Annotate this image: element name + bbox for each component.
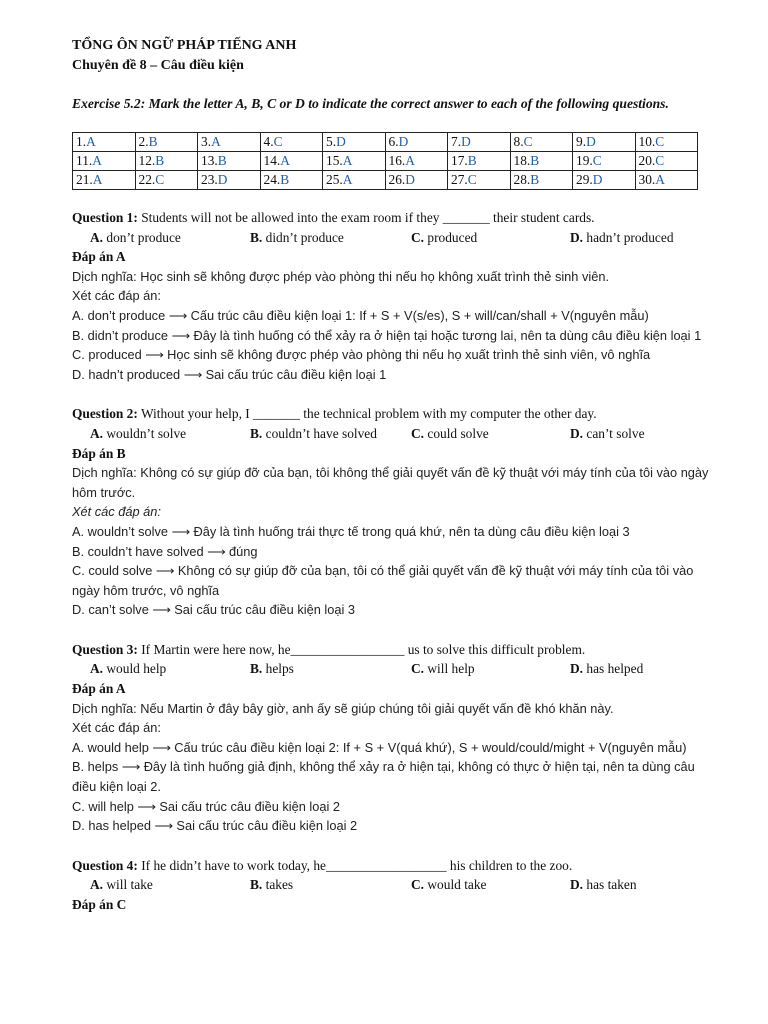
answer-key-letter: B <box>280 172 290 187</box>
answer-option <box>90 875 250 895</box>
answer-key-cell: 6.D <box>385 133 448 152</box>
option-letter: B. <box>250 229 263 245</box>
answer-key-number: 25 <box>326 172 340 187</box>
explanation-line: B. didn’t produce ⟶ Đây là tình huống có thể xảy ra ở hiện tại hoặc tương lai, nên ta dùng câu điều kiện loại 1 <box>72 327 702 343</box>
answer-option <box>570 659 643 679</box>
explanation-line: D. can’t solve ⟶ Sai cấu trúc câu điều kiện loại 3 <box>72 602 355 618</box>
answer-key-cell: 24.B <box>260 171 323 190</box>
answer-key-number: 1 <box>76 134 83 149</box>
answer-key-cell: 17.B <box>448 152 511 171</box>
answer-option <box>411 228 570 248</box>
answer-key-number: 6 <box>388 134 396 149</box>
option-text: didn’t produce <box>262 229 344 245</box>
answer-key-row <box>73 152 698 171</box>
option-letter: C. <box>411 661 425 677</box>
answer-key-letter: D <box>461 134 471 149</box>
option-letter: B. <box>250 877 263 893</box>
option-text: produced <box>424 229 478 245</box>
answer-key-number: 23 <box>201 172 215 187</box>
option-text: has taken <box>583 877 637 893</box>
question-text: If Martin were here now, he_________________ us to solve this difficult problem. <box>137 641 586 657</box>
correct-answer: Đáp án A <box>72 249 126 265</box>
question-stem <box>72 404 712 424</box>
question-text: Without your help, I _______ the technical problem with my computer the other day. <box>137 406 597 422</box>
answer-option <box>411 659 570 679</box>
option-letter: C. <box>411 229 425 245</box>
question-stem <box>72 856 712 876</box>
question-block <box>72 640 712 836</box>
answer-key-number: 29 <box>576 172 590 187</box>
answer-option <box>250 659 411 679</box>
question-stem <box>72 640 712 660</box>
option-text: could solve <box>424 425 489 441</box>
answer-key-cell: 23.D <box>198 171 261 190</box>
explanation-line: Dịch nghĩa: Không có sự giúp đỡ của bạn, tôi không thể giải quyết vấn đề kỹ thuật với máy tính của tôi vào ngày hôm trước. <box>72 465 709 500</box>
answer-options <box>72 424 712 444</box>
answer-key-cell: 15.A <box>323 152 386 171</box>
option-text: helps <box>262 661 294 677</box>
answer-key-letter: B <box>530 153 540 168</box>
answer-key-cell: 14.A <box>260 152 323 171</box>
question-label: Question 3: <box>72 641 138 657</box>
answer-key-cell: 9.D <box>573 133 636 152</box>
answer-key-number: 13 <box>201 153 215 168</box>
answer-key-cell: 19.C <box>573 152 636 171</box>
answer-key-number: 19 <box>576 153 590 168</box>
answer-key-letter: D <box>336 134 346 149</box>
answer-key-number: 8 <box>513 134 521 149</box>
explanation-line: B. couldn’t have solved ⟶ đúng <box>72 543 258 559</box>
answer-key-letter: A <box>92 153 102 168</box>
question-label: Question 4: <box>72 857 138 873</box>
answer-key-number: 9 <box>576 134 583 149</box>
document-title: TỔNG ÔN NGỮ PHÁP TIẾNG ANH <box>72 38 297 53</box>
question-stem <box>72 208 712 228</box>
answer-key-number: 12 <box>138 153 152 168</box>
question-label: Question 1: <box>72 210 138 225</box>
option-letter: A. <box>90 877 104 893</box>
answer-key-cell: 29.D <box>573 171 636 190</box>
document-subtitle: Chuyên đề 8 – Câu điều kiện <box>72 58 244 73</box>
answer-key-cell: 28.B <box>510 171 573 190</box>
answer-key-letter: D <box>405 172 415 187</box>
question-block <box>72 404 712 620</box>
answer-key-letter: C <box>523 134 533 149</box>
correct-answer: Đáp án B <box>72 445 126 461</box>
option-letter: D. <box>570 425 584 441</box>
option-letter: C. <box>411 877 425 893</box>
answer-key-letter: A <box>655 172 665 187</box>
answer-key-cell: 11.A <box>73 152 136 171</box>
option-letter: D. <box>570 877 584 893</box>
answer-key-letter: D <box>586 134 596 149</box>
answer-key-letter: C <box>655 134 665 149</box>
answer-key-cell: 22.C <box>135 171 198 190</box>
answer-option <box>411 424 570 444</box>
option-letter: A. <box>90 425 104 441</box>
option-letter: A. <box>90 661 104 677</box>
answer-key-number: 27 <box>451 172 465 187</box>
answer-key-cell: 12.B <box>135 152 198 171</box>
correct-answer: Đáp án A <box>72 681 126 697</box>
answer-key-cell: 1.A <box>73 133 136 152</box>
answer-key-letter: B <box>217 153 227 168</box>
answer-option <box>570 228 674 248</box>
answer-options <box>72 875 712 895</box>
option-letter: C. <box>411 425 425 441</box>
answer-option <box>250 424 411 444</box>
explanation-line: D. hadn’t produced ⟶ Sai cấu trúc câu điều kiện loại 1 <box>72 366 387 382</box>
answer-key-cell: 25.A <box>323 171 386 190</box>
answer-key-letter: B <box>148 134 158 149</box>
explanation-line: Xét các đáp án: <box>72 720 161 736</box>
option-letter: A. <box>90 229 104 245</box>
answer-key-cell: 10.C <box>635 133 698 152</box>
option-text: can’t solve <box>583 425 645 441</box>
answer-key-number: 16 <box>388 153 402 168</box>
answer-key-letter: C <box>592 153 602 168</box>
option-text: hadn’t produced <box>583 229 674 245</box>
question-block <box>72 856 712 915</box>
answer-key-cell: 3.A <box>198 133 261 152</box>
explanation-line: A. would help ⟶ Cấu trúc câu điều kiện loại 2: If + S + V(quá khứ), S + would/could/might + V(nguyên mẫu) <box>72 739 687 755</box>
question-text: If he didn’t have to work today, he__________________ his children to the zoo. <box>137 857 573 873</box>
answer-key-letter: A <box>92 172 103 187</box>
question-label: Question 2: <box>72 406 138 422</box>
answer-key-letter: A <box>342 153 353 168</box>
answer-key-letter: B <box>155 153 165 168</box>
question-block <box>72 208 712 384</box>
explanation-line: C. produced ⟶ Học sinh sẽ không được phép vào phòng thi nếu họ xuất trình thẻ sinh viên, vô nghĩa <box>72 347 651 363</box>
answer-key-number: 26 <box>388 172 402 187</box>
answer-key-number: 4 <box>263 134 271 149</box>
answer-key-letter: D <box>592 172 603 187</box>
answer-key-cell: 2.B <box>135 133 198 152</box>
answer-key-number: 30 <box>638 172 652 187</box>
answer-key-cell: 5.D <box>323 133 386 152</box>
answer-option <box>90 424 250 444</box>
answer-key-number: 24 <box>263 172 277 187</box>
answer-key-cell: 20.C <box>635 152 698 171</box>
answer-key-letter: C <box>655 153 665 168</box>
answer-key-letter: C <box>155 172 165 187</box>
answer-key-letter: A <box>211 134 221 149</box>
answer-key-letter: D <box>398 134 409 149</box>
answer-key-letter: A <box>280 153 290 168</box>
explanation-line: A. don’t produce ⟶ Cấu trúc câu điều kiện loại 1: If + S + V(s/es), S + will/can/shall + V(nguyên mẫu) <box>72 307 649 323</box>
answer-option <box>250 875 411 895</box>
answer-key-number: 2 <box>138 134 146 149</box>
option-text: takes <box>262 877 294 893</box>
option-text: will help <box>424 661 475 677</box>
answer-key-cell: 7.D <box>448 133 511 152</box>
answer-key-letter: C <box>273 134 283 149</box>
option-letter: D. <box>570 661 584 677</box>
answer-key-cell: 30.A <box>635 171 698 190</box>
answer-key-letter: A <box>405 153 415 168</box>
answer-option <box>411 875 570 895</box>
explanation-line: D. has helped ⟶ Sai cấu trúc câu điều kiện loại 2 <box>72 818 358 834</box>
explanation-line: Dịch nghĩa: Học sinh sẽ không được phép vào phòng thi nếu họ không xuất trình thẻ sinh viên. <box>72 268 610 284</box>
explanation-line: Xét các đáp án: <box>72 504 161 520</box>
answer-option <box>250 228 411 248</box>
explanation-line: A. wouldn’t solve ⟶ Đây là tình huống trái thực tế trong quá khứ, nên ta dùng câu điều kiện loại 3 <box>72 523 630 539</box>
answer-option <box>90 659 250 679</box>
answer-key-cell: 18.B <box>510 152 573 171</box>
answer-key-number: 15 <box>326 153 340 168</box>
answer-option <box>570 875 637 895</box>
answer-key-letter: A <box>342 172 353 187</box>
option-text: couldn’t have solved <box>262 425 377 441</box>
answer-key-number: 18 <box>513 153 527 168</box>
answer-options <box>72 228 712 248</box>
answer-option <box>90 228 250 248</box>
answer-key-letter: C <box>467 172 477 187</box>
answer-key-row <box>73 133 698 152</box>
option-text: don’t produce <box>103 229 181 245</box>
answer-options <box>72 659 712 679</box>
option-letter: D. <box>570 229 584 245</box>
correct-answer: Đáp án C <box>72 897 127 912</box>
answer-key-cell: 27.C <box>448 171 511 190</box>
answer-key-number: 5 <box>326 134 333 149</box>
answer-key-letter: B <box>530 172 540 187</box>
answer-key-number: 3 <box>201 134 208 149</box>
answer-key-row <box>73 171 698 190</box>
answer-key-number: 10 <box>638 134 652 149</box>
explanation-line: C. will help ⟶ Sai cấu trúc câu điều kiện loại 2 <box>72 798 341 814</box>
answer-option <box>570 424 645 444</box>
option-text: will take <box>103 877 153 893</box>
answer-key-number: 28 <box>513 172 527 187</box>
questions-list <box>72 208 712 915</box>
explanation-line: Xét các đáp án: <box>72 288 161 304</box>
answer-key-number: 11 <box>76 153 89 168</box>
answer-key-number: 22 <box>138 172 152 187</box>
explanation-line: C. could solve ⟶ Không có sự giúp đỡ của bạn, tôi có thể giải quyết vấn đề kỹ thuật với máy tính của tôi vào ngày hôm trước, vô nghĩa <box>72 563 694 598</box>
answer-key-cell: 21.A <box>73 171 136 190</box>
explanation-line: B. helps ⟶ Đây là tình huống giả định, không thể xảy ra ở hiện tại, không có thực ở hiện tại, nên ta dùng câu điều kiện loại 2. <box>72 759 695 795</box>
question-text: Students will not be allowed into the exam room if they _______ their student cards. <box>137 210 595 225</box>
exercise-instructions: Exercise 5.2: Mark the letter A, B, C or D to indicate the correct answer to each of the following questions. <box>72 96 669 111</box>
answer-key-letter: B <box>467 153 477 168</box>
answer-key-number: 17 <box>451 153 465 168</box>
option-text: has helped <box>583 661 644 677</box>
answer-key-cell: 4.C <box>260 133 323 152</box>
answer-key-number: 20 <box>638 153 652 168</box>
option-text: wouldn’t solve <box>103 425 187 441</box>
option-letter: B. <box>250 661 263 677</box>
answer-key-cell: 13.B <box>198 152 261 171</box>
answer-key-letter: D <box>217 172 228 187</box>
explanation-line: Dịch nghĩa: Nếu Martin ở đây bây giờ, anh ấy sẽ giúp chúng tôi giải quyết vấn đề khó khăn này. <box>72 700 614 716</box>
answer-key-cell: 26.D <box>385 171 448 190</box>
answer-key-letter: A <box>86 134 96 149</box>
answer-key-number: 14 <box>263 153 277 168</box>
answer-key-number: 7 <box>451 134 458 149</box>
option-letter: B. <box>250 425 263 441</box>
answer-key-table <box>72 132 698 190</box>
answer-key-number: 21 <box>76 172 90 187</box>
document-page <box>72 36 712 915</box>
answer-key-cell: 16.A <box>385 152 448 171</box>
answer-key-cell: 8.C <box>510 133 573 152</box>
option-text: would take <box>424 877 487 893</box>
option-text: would help <box>103 661 167 677</box>
